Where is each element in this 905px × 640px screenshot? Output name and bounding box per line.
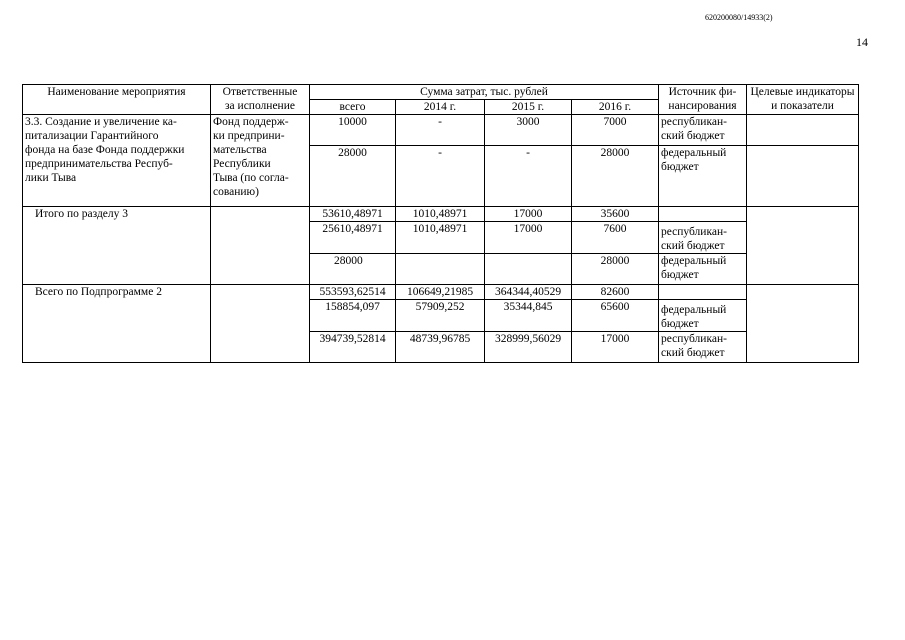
- header-name: Наименование мероприятия: [23, 85, 211, 115]
- cell-indicators: [747, 146, 859, 207]
- cell-source: республикан- ский бюджет: [659, 332, 747, 363]
- cell-total: 28000: [310, 254, 396, 285]
- cell-indicators: [747, 285, 859, 363]
- cell-total: 394739,52814: [310, 332, 396, 363]
- cell-2016: 65600: [572, 300, 659, 332]
- header-total: всего: [310, 100, 396, 115]
- header-source: Источник фи- нансирования: [659, 85, 747, 115]
- cell-source: республикан- ский бюджет: [659, 115, 747, 146]
- cell-source: федеральный бюджет: [659, 146, 747, 207]
- cell-source: федеральный бюджет: [659, 300, 747, 332]
- cell-2016: 28000: [572, 254, 659, 285]
- document-number: 620200080/14933(2): [705, 13, 773, 22]
- cell-2014: 1010,48971: [396, 207, 485, 222]
- table-header-row: [23, 85, 859, 100]
- cell-indicators: [747, 115, 859, 146]
- cell-indicators: [747, 207, 859, 285]
- cell-2015: 35344,845: [485, 300, 572, 332]
- header-2016: 2016 г.: [572, 100, 659, 115]
- cell-total: 25610,48971: [310, 222, 396, 254]
- cell-2016: 35600: [572, 207, 659, 222]
- header-2015: 2015 г.: [485, 100, 572, 115]
- cell-2015: 17000: [485, 207, 572, 222]
- section-3-total-label: Итого по разделу 3: [23, 207, 211, 285]
- cell-source: республикан- ский бюджет: [659, 222, 747, 254]
- cell-2016: 7000: [572, 115, 659, 146]
- cell-2015: 3000: [485, 115, 572, 146]
- section-3-responsible: [211, 207, 310, 285]
- header-indicators: Целевые индикаторы и показатели: [747, 85, 859, 115]
- cell-2014: [396, 254, 485, 285]
- cell-source: федеральный бюджет: [659, 254, 747, 285]
- page-number: 14: [856, 35, 868, 49]
- subprogram-responsible: [211, 285, 310, 363]
- cell-2015: -: [485, 146, 572, 207]
- cell-2015: 364344,40529: [485, 285, 572, 300]
- cell-source: [659, 285, 747, 300]
- item-3-3-responsible: Фонд поддерж- ки предприни- мательства Республики Тыва (по согла- сованию): [211, 115, 310, 207]
- cell-2015: 328999,56029: [485, 332, 572, 363]
- cell-2014: 106649,21985: [396, 285, 485, 300]
- cell-2014: -: [396, 115, 485, 146]
- cell-2015: 17000: [485, 222, 572, 254]
- cell-2014: -: [396, 146, 485, 207]
- cell-2014: 57909,252: [396, 300, 485, 332]
- header-2014: 2014 г.: [396, 100, 485, 115]
- cell-2015: [485, 254, 572, 285]
- table-row: [23, 115, 859, 146]
- cell-2016: 7600: [572, 222, 659, 254]
- cell-total: 53610,48971: [310, 207, 396, 222]
- table-row: [23, 285, 859, 300]
- subprogram-total-label: Всего по Подпрограмме 2: [23, 285, 211, 363]
- program-costs-table: [22, 84, 859, 363]
- cell-total: 28000: [310, 146, 396, 207]
- item-3-3-name: 3.3. Создание и увеличение ка- питализации Гарантийного фонда на базе Фонда поддержки предпринимательства Респуб- лики Тыва: [23, 115, 211, 207]
- cell-2016: 28000: [572, 146, 659, 207]
- cell-2014: 48739,96785: [396, 332, 485, 363]
- header-responsible: Ответственные за исполнение: [211, 85, 310, 115]
- cell-total: 158854,097: [310, 300, 396, 332]
- cell-2016: 82600: [572, 285, 659, 300]
- table-row: [23, 207, 859, 222]
- cell-total: 10000: [310, 115, 396, 146]
- cell-2014: 1010,48971: [396, 222, 485, 254]
- cell-source: [659, 207, 747, 222]
- header-costs: Сумма затрат, тыс. рублей: [310, 85, 659, 100]
- cell-total: 553593,62514: [310, 285, 396, 300]
- cell-2016: 17000: [572, 332, 659, 363]
